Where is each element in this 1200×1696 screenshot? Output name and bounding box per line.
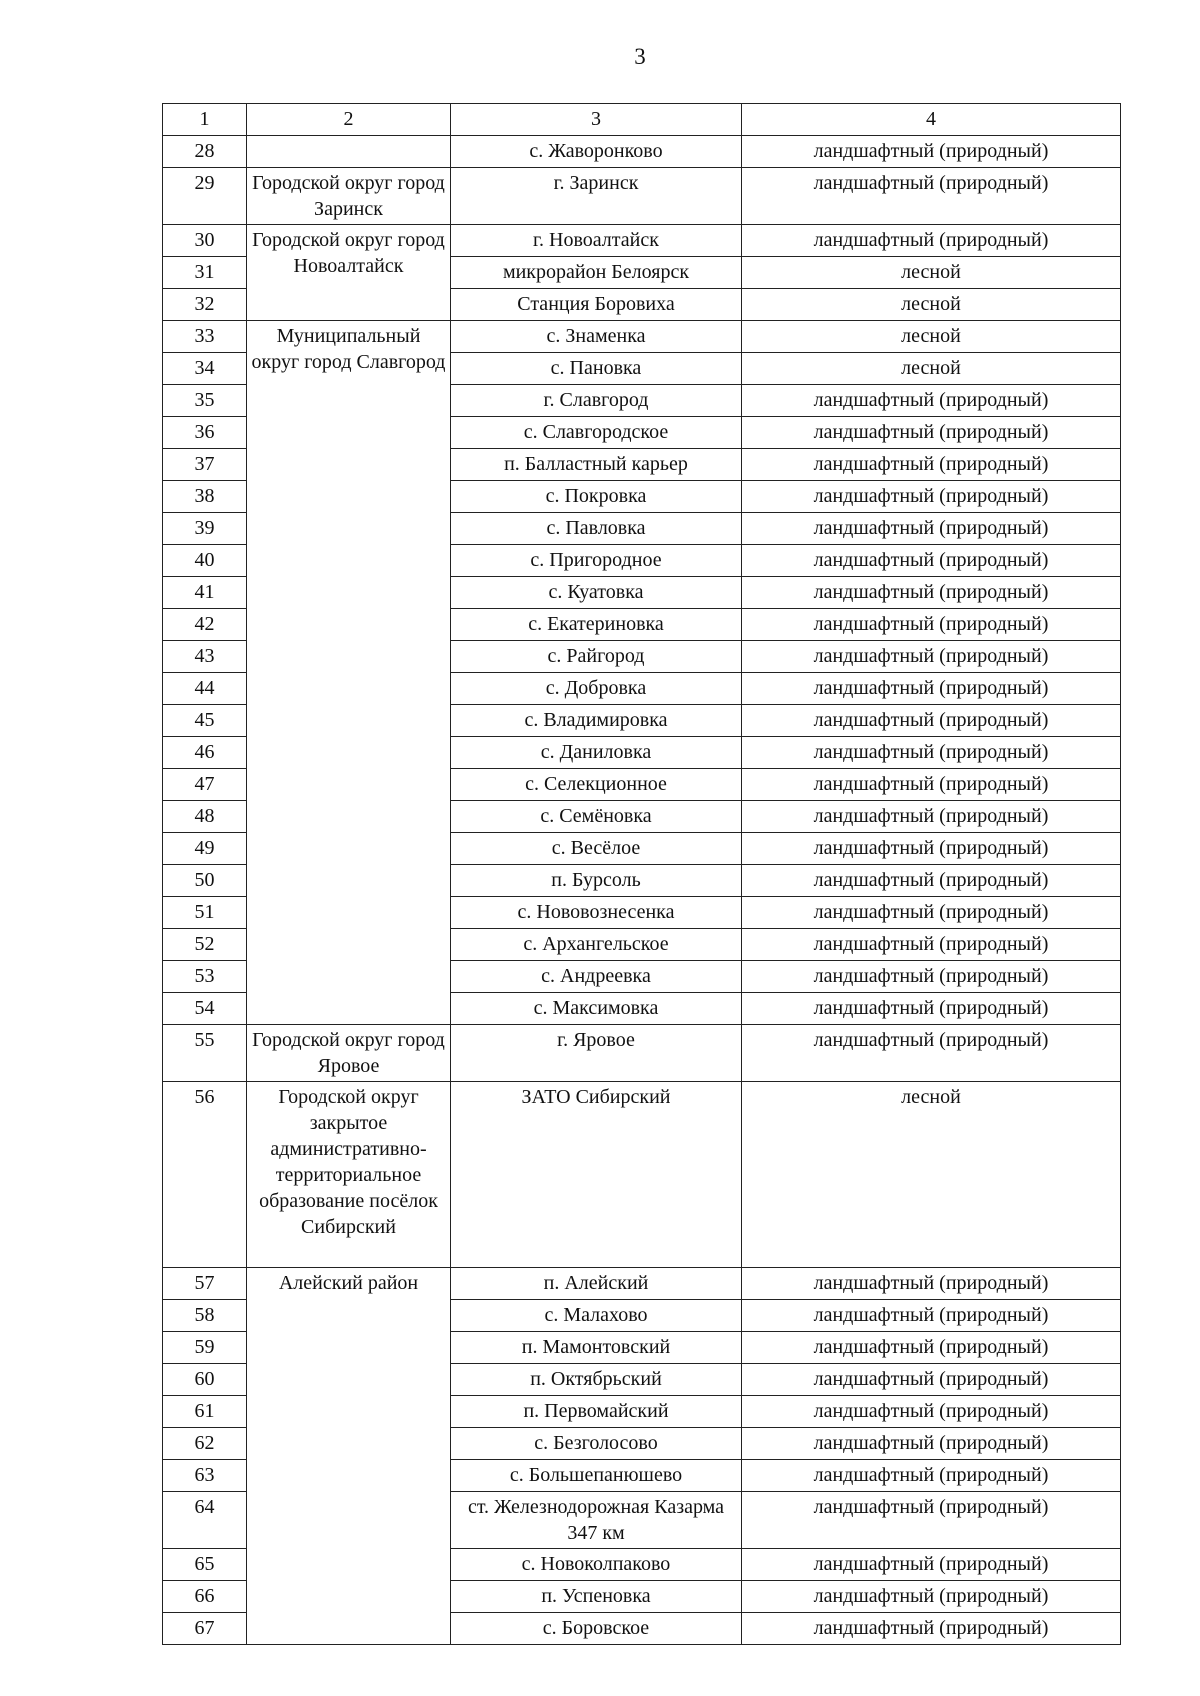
place-cell: п. Алейский (451, 1268, 742, 1300)
type-cell: ландшафтный (природный) (742, 1613, 1121, 1645)
table-row (163, 1082, 1121, 1268)
settlements-table (162, 103, 1121, 1645)
place-cell: с. Максимовка (451, 993, 742, 1025)
district-cell: Городской округ город Новоалтайск (247, 225, 451, 321)
place-cell: с. Павловка (451, 513, 742, 545)
type-cell: ландшафтный (природный) (742, 481, 1121, 513)
table-row (163, 136, 1121, 168)
type-cell: ландшафтный (природный) (742, 673, 1121, 705)
column-header: 4 (742, 104, 1121, 136)
row-number: 65 (163, 1549, 247, 1581)
type-cell: ландшафтный (природный) (742, 1549, 1121, 1581)
table-row (163, 1025, 1121, 1082)
row-number: 42 (163, 609, 247, 641)
type-cell: ландшафтный (природный) (742, 609, 1121, 641)
place-cell: г. Заринск (451, 168, 742, 225)
row-number: 53 (163, 961, 247, 993)
district-cell: Муниципальный округ город Славгород (247, 321, 451, 1025)
type-cell: лесной (742, 1082, 1121, 1268)
type-cell: ландшафтный (природный) (742, 865, 1121, 897)
row-number: 43 (163, 641, 247, 673)
row-number: 66 (163, 1581, 247, 1613)
place-cell: с. Райгород (451, 641, 742, 673)
place-cell: с. Знаменка (451, 321, 742, 353)
place-cell: с. Безголосово (451, 1428, 742, 1460)
type-cell: ландшафтный (природный) (742, 449, 1121, 481)
type-cell: ландшафтный (природный) (742, 833, 1121, 865)
place-cell: с. Весёлое (451, 833, 742, 865)
type-cell: ландшафтный (природный) (742, 929, 1121, 961)
table-header-row (163, 104, 1121, 136)
place-cell: с. Добровка (451, 673, 742, 705)
row-number: 35 (163, 385, 247, 417)
row-number: 67 (163, 1613, 247, 1645)
row-number: 58 (163, 1300, 247, 1332)
place-cell: с. Нововознесенка (451, 897, 742, 929)
place-cell: с. Большепанюшево (451, 1460, 742, 1492)
type-cell: ландшафтный (природный) (742, 513, 1121, 545)
type-cell: ландшафтный (природный) (742, 225, 1121, 257)
row-number: 38 (163, 481, 247, 513)
place-cell: ЗАТО Сибирский (451, 1082, 742, 1268)
place-cell: с. Андреевка (451, 961, 742, 993)
place-cell: г. Новоалтайск (451, 225, 742, 257)
place-cell: с. Даниловка (451, 737, 742, 769)
type-cell: ландшафтный (природный) (742, 801, 1121, 833)
place-cell: с. Владимировка (451, 705, 742, 737)
place-cell: с. Покровка (451, 481, 742, 513)
place-cell: п. Мамонтовский (451, 1332, 742, 1364)
place-cell: с. Боровское (451, 1613, 742, 1645)
type-cell: ландшафтный (природный) (742, 385, 1121, 417)
type-cell: ландшафтный (природный) (742, 417, 1121, 449)
column-header: 2 (247, 104, 451, 136)
row-number: 49 (163, 833, 247, 865)
type-cell: ландшафтный (природный) (742, 769, 1121, 801)
column-header: 1 (163, 104, 247, 136)
row-number: 28 (163, 136, 247, 168)
type-cell: ландшафтный (природный) (742, 136, 1121, 168)
type-cell: ландшафтный (природный) (742, 1300, 1121, 1332)
place-cell: с. Архангельское (451, 929, 742, 961)
place-cell: с. Пригородное (451, 545, 742, 577)
type-cell: ландшафтный (природный) (742, 705, 1121, 737)
type-cell: лесной (742, 353, 1121, 385)
table-row (163, 1268, 1121, 1300)
place-cell: п. Октябрьский (451, 1364, 742, 1396)
row-number: 61 (163, 1396, 247, 1428)
type-cell: ландшафтный (природный) (742, 1428, 1121, 1460)
place-cell: п. Первомайский (451, 1396, 742, 1428)
place-cell: с. Екатериновка (451, 609, 742, 641)
type-cell: ландшафтный (природный) (742, 545, 1121, 577)
place-cell: с. Пановка (451, 353, 742, 385)
row-number: 57 (163, 1268, 247, 1300)
type-cell: ландшафтный (природный) (742, 577, 1121, 609)
row-number: 36 (163, 417, 247, 449)
type-cell: ландшафтный (природный) (742, 993, 1121, 1025)
row-number: 54 (163, 993, 247, 1025)
type-cell: ландшафтный (природный) (742, 1492, 1121, 1549)
page-number: 3 (634, 44, 646, 69)
row-number: 46 (163, 737, 247, 769)
row-number: 32 (163, 289, 247, 321)
type-cell: ландшафтный (природный) (742, 737, 1121, 769)
place-cell: г. Славгород (451, 385, 742, 417)
row-number: 60 (163, 1364, 247, 1396)
place-cell: с. Славгородское (451, 417, 742, 449)
type-cell: ландшафтный (природный) (742, 1268, 1121, 1300)
row-number: 55 (163, 1025, 247, 1082)
place-cell: п. Балластный карьер (451, 449, 742, 481)
place-cell: с. Новоколпаково (451, 1549, 742, 1581)
row-number: 33 (163, 321, 247, 353)
place-cell: микрорайон Белоярск (451, 257, 742, 289)
row-number: 50 (163, 865, 247, 897)
place-cell: ст. Железнодорожная Казарма 347 км (451, 1492, 742, 1549)
row-number: 59 (163, 1332, 247, 1364)
row-number: 52 (163, 929, 247, 961)
table-row (163, 321, 1121, 353)
type-cell: ландшафтный (природный) (742, 1332, 1121, 1364)
district-cell: Городской округ закрытое административно-территориальное образование посёлок Сибирский (247, 1082, 451, 1268)
place-cell: п. Успеновка (451, 1581, 742, 1613)
row-number: 39 (163, 513, 247, 545)
type-cell: ландшафтный (природный) (742, 961, 1121, 993)
place-cell: с. Малахово (451, 1300, 742, 1332)
table-row (163, 168, 1121, 225)
district-cell: Алейский район (247, 1268, 451, 1645)
column-header: 3 (451, 104, 742, 136)
row-number: 56 (163, 1082, 247, 1268)
row-number: 37 (163, 449, 247, 481)
row-number: 41 (163, 577, 247, 609)
row-number: 48 (163, 801, 247, 833)
type-cell: ландшафтный (природный) (742, 897, 1121, 929)
place-cell: г. Яровое (451, 1025, 742, 1082)
type-cell: ландшафтный (природный) (742, 1364, 1121, 1396)
place-cell: с. Селекционное (451, 769, 742, 801)
row-number: 34 (163, 353, 247, 385)
district-cell: Городской округ город Яровое (247, 1025, 451, 1082)
row-number: 44 (163, 673, 247, 705)
type-cell: ландшафтный (природный) (742, 1025, 1121, 1082)
place-cell: п. Бурсоль (451, 865, 742, 897)
row-number: 64 (163, 1492, 247, 1549)
row-number: 29 (163, 168, 247, 225)
type-cell: ландшафтный (природный) (742, 641, 1121, 673)
type-cell: ландшафтный (природный) (742, 1460, 1121, 1492)
row-number: 47 (163, 769, 247, 801)
row-number: 51 (163, 897, 247, 929)
type-cell: лесной (742, 257, 1121, 289)
type-cell: лесной (742, 289, 1121, 321)
type-cell: ландшафтный (природный) (742, 1581, 1121, 1613)
row-number: 45 (163, 705, 247, 737)
table-row (163, 225, 1121, 257)
place-cell: Станция Боровиха (451, 289, 742, 321)
place-cell: с. Семёновка (451, 801, 742, 833)
row-number: 62 (163, 1428, 247, 1460)
row-number: 30 (163, 225, 247, 257)
place-cell: с. Куатовка (451, 577, 742, 609)
row-number: 63 (163, 1460, 247, 1492)
row-number: 31 (163, 257, 247, 289)
type-cell: ландшафтный (природный) (742, 1396, 1121, 1428)
place-cell: с. Жаворонково (451, 136, 742, 168)
district-cell (247, 136, 451, 168)
type-cell: ландшафтный (природный) (742, 168, 1121, 225)
district-cell: Городской округ город Заринск (247, 168, 451, 225)
type-cell: лесной (742, 321, 1121, 353)
row-number: 40 (163, 545, 247, 577)
